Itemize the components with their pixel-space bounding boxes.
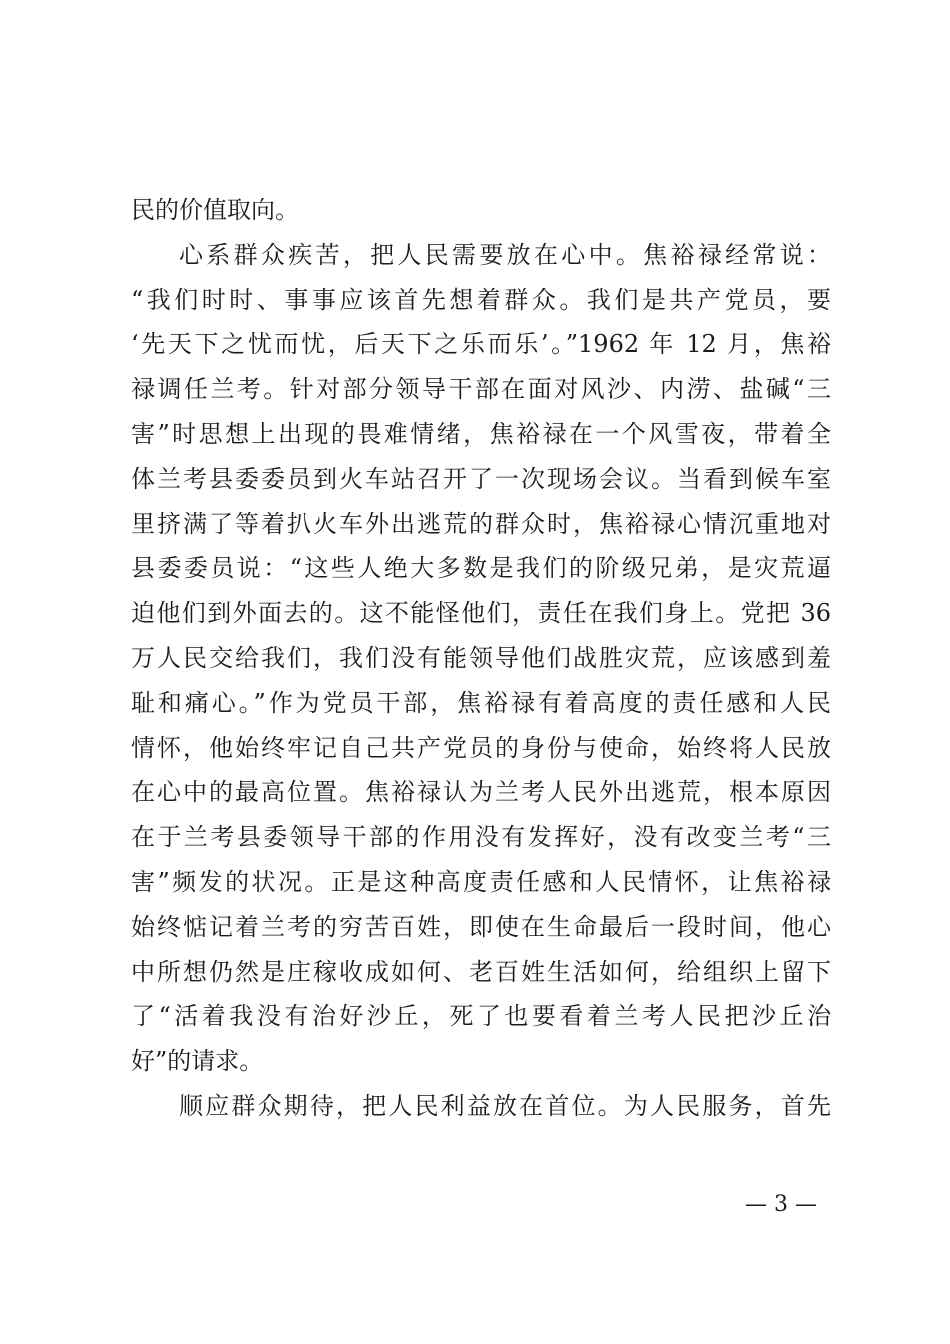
- page-number: — 3 —: [745, 1192, 817, 1217]
- text-line: 在于兰考县委领导干部的作用没有发挥好，没有改变兰考“三: [131, 823, 831, 852]
- text-line: 了“活着我没有治好沙丘，死了也要看着兰考人民把沙丘治: [131, 1002, 831, 1031]
- text-line: 情怀，他始终牢记自己共产党员的身份与使命，始终将人民放: [131, 733, 831, 762]
- text-line: 心系群众疾苦，把人民需要放在心中。焦裕禄经常说：: [179, 240, 831, 269]
- text-line: 害”时思想上出现的畏难情绪，焦裕禄在一个风雪夜，带着全: [131, 419, 831, 448]
- text-line: 体兰考县委委员到火车站召开了一次现场会议。当看到候车室: [131, 464, 831, 493]
- text-line: 好”的请求。: [131, 1047, 264, 1076]
- text-line: 民的价值取向。: [131, 196, 299, 224]
- text-line: 中所想仍然是庄稼收成如何、老百姓生活如何，给组织上留下: [131, 957, 831, 986]
- document-body: [131, 188, 831, 1129]
- text-line: “我们时时、事事应该首先想着群众。我们是共产党员，要: [131, 285, 831, 314]
- text-line: 万人民交给我们，我们没有能领导他们战胜灾荒，应该感到羞: [131, 643, 831, 672]
- text-line: 县委委员说：“这些人绝大多数是我们的阶级兄弟，是灾荒逼: [131, 554, 831, 583]
- text-line: ‘先天下之忧而忧，后天下之乐而乐’。”1962 年 12 月，焦裕: [131, 330, 831, 359]
- text-line: 始终惦记着兰考的穷苦百姓，即使在生命最后一段时间，他心: [131, 912, 831, 941]
- text-line: 在心中的最高位置。焦裕禄认为兰考人民外出逃荒，根本原因: [131, 778, 831, 807]
- text-line: 害”频发的状况。正是这种高度责任感和人民情怀，让焦裕禄: [131, 867, 831, 896]
- text-line: 禄调任兰考。针对部分领导干部在面对风沙、内涝、盐碱“三: [131, 375, 831, 404]
- text-line: 迫他们到外面去的。这不能怪他们，责任在我们身上。党把 36: [131, 599, 831, 628]
- text-line: 耻和痛心。”作为党员干部，焦裕禄有着高度的责任感和人民: [131, 688, 831, 717]
- text-line: 里挤满了等着扒火车外出逃荒的群众时，焦裕禄心情沉重地对: [131, 509, 831, 538]
- text-line: 顺应群众期待，把人民利益放在首位。为人民服务，首先: [179, 1091, 831, 1120]
